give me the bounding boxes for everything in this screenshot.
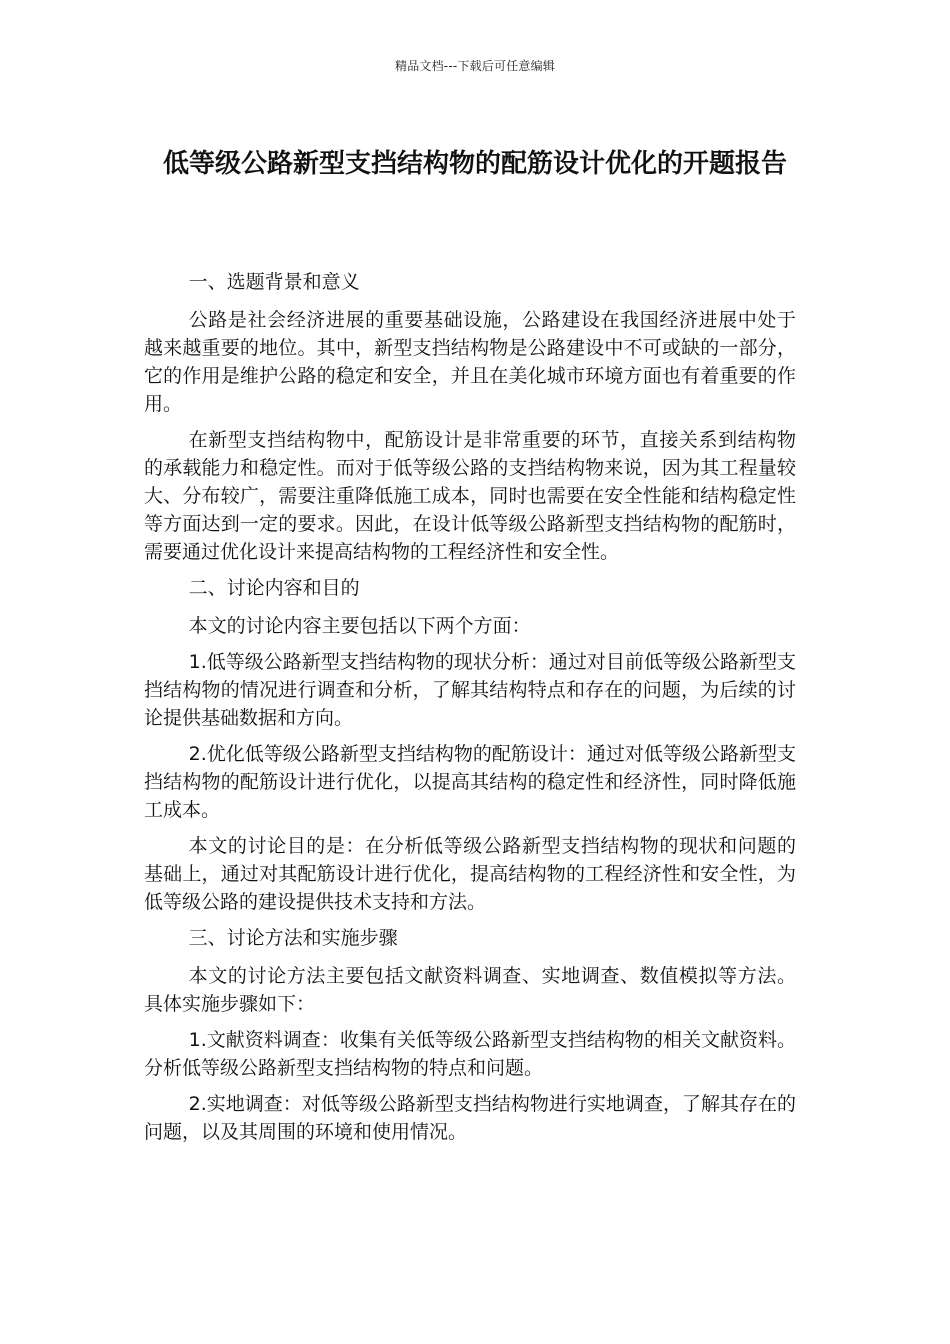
paragraph: 本文的讨论目的是：在分析低等级公路新型支挡结构物的现状和问题的基础上，通过对其配筋设计进行优化，提高结构物的工程经济性和安全性，为低等级公路的建设提供技术支持和方法。 bbox=[144, 835, 796, 913]
paragraph: 在新型支挡结构物中，配筋设计是非常重要的环节，直接关系到结构物的承载能力和稳定性。而对于低等级公路的支挡结构物来说，因为其工程量较大、分布较广，需要注重降低施工成本，同时也需要在安全性能和结构稳定性等方面达到一定的要求。因此，在设计低等级公路新型支挡结构物的配筋时，需要通过优化设计来提高结构物的工程经济性和安全性。 bbox=[144, 429, 796, 563]
section-heading-content: 二、讨论内容和目的 bbox=[188, 577, 360, 599]
paragraph: 本文的讨论方法主要包括文献资料调查、实地调查、数值模拟等方法。具体实施步骤如下： bbox=[144, 965, 796, 1015]
list-item: 2.优化低等级公路新型支挡结构物的配筋设计：通过对低等级公路新型支挡结构物的配筋设计进行优化，以提高其结构的稳定性和经济性，同时降低施工成本。 bbox=[144, 743, 796, 821]
document-body bbox=[144, 268, 796, 1154]
paragraph: 本文的讨论内容主要包括以下两个方面： bbox=[188, 615, 531, 637]
list-item: 1.文献资料调查：收集有关低等级公路新型支挡结构物的相关文献资料。分析低等级公路新型支挡结构物的特点和问题。 bbox=[144, 1029, 796, 1079]
list-item: 1.低等级公路新型支挡结构物的现状分析：通过对目前低等级公路新型支挡结构物的情况进行调查和分析，了解其结构特点和存在的问题，为后续的讨论提供基础数据和方向。 bbox=[144, 651, 796, 729]
page-header: 精品文档---下载后可任意编辑 bbox=[395, 59, 555, 73]
section-heading-methods: 三、讨论方法和实施步骤 bbox=[188, 927, 398, 949]
section-heading-background: 一、选题背景和意义 bbox=[188, 271, 360, 293]
document-title: 低等级公路新型支挡结构物的配筋设计优化的开题报告 bbox=[162, 149, 787, 179]
list-item: 2.实地调查：对低等级公路新型支挡结构物进行实地调查，了解其存在的问题，以及其周围的环境和使用情况。 bbox=[144, 1093, 796, 1143]
paragraph: 公路是社会经济进展的重要基础设施，公路建设在我国经济进展中处于越来越重要的地位。其中，新型支挡结构物是公路建设中不可或缺的一部分，它的作用是维护公路的稳定和安全，并且在美化城市环境方面也有着重要的作用。 bbox=[144, 309, 796, 415]
